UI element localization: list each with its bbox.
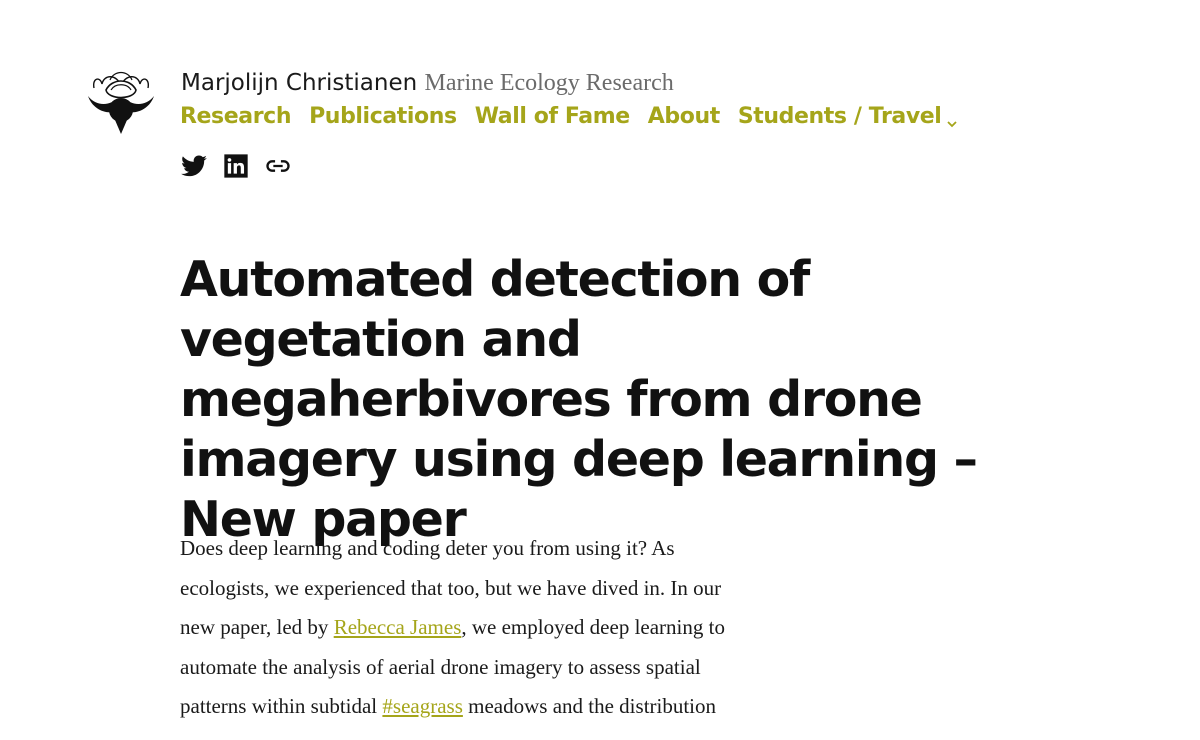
nav-item-research[interactable]: Research (180, 104, 292, 129)
post-body (180, 529, 760, 727)
site-description: Marine Ecology Research (424, 70, 674, 96)
link-icon[interactable] (264, 152, 292, 180)
nav-item-label: Students / Travel (737, 104, 942, 129)
author-link[interactable]: Rebecca James (333, 615, 462, 639)
post-title: Automated detection of vegetation and megaherbivores from drone imagery using deep learning – New paper (180, 251, 977, 548)
hashtag-link[interactable]: #seagrass (382, 694, 463, 718)
nav-item-about[interactable]: About (647, 104, 720, 129)
main-navigation (180, 104, 958, 129)
post-body-mid: , we employed deep learning to automate the analysis of aerial drone imagery to assess spatial patterns within subtidal (180, 615, 725, 718)
nav-item-wall-of-fame[interactable]: Wall of Fame (474, 104, 630, 129)
linkedin-icon[interactable] (222, 152, 250, 180)
nav-item-students-travel[interactable] (738, 104, 959, 129)
nav-item-publications[interactable]: Publications (309, 104, 457, 129)
twitter-icon[interactable] (180, 152, 208, 180)
site-title[interactable]: Marjolijn Christianen (181, 70, 418, 96)
post-body-end: meadows and the distribution (462, 694, 717, 718)
site-logo-icon[interactable] (84, 66, 158, 138)
site-header-title (181, 68, 674, 98)
social-links (180, 152, 292, 180)
chevron-down-icon[interactable] (946, 111, 958, 123)
post-body-intro: Does deep learning and coding deter you from using it? As ecologists, we experienced that too, but we have dived in. In our new paper, led by (180, 536, 722, 639)
